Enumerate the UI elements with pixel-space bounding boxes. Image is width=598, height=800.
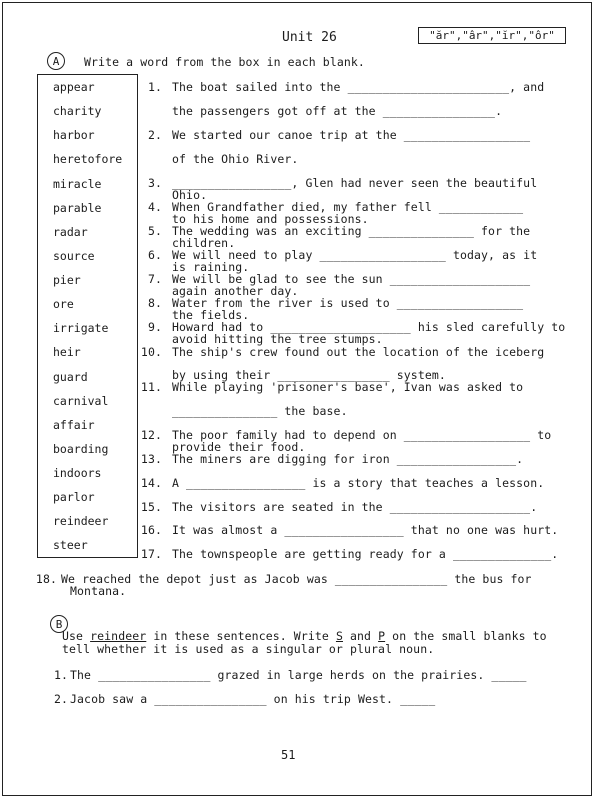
sentence-line: While playing 'prisoner's base', Ivan was asked to — [172, 380, 524, 394]
sentence-number: 9. — [147, 320, 162, 334]
section-a-instruction: Write a word from the box in each blank. — [84, 55, 365, 69]
instr-post: on the small blanks to — [385, 629, 547, 643]
sentence-number: 13. — [140, 452, 162, 466]
sentence-line: by using their ________________ system. — [172, 368, 446, 382]
sentence-line: children. — [172, 236, 236, 250]
sentence-number: 11. — [140, 380, 162, 394]
word-box-item: carnival — [53, 394, 109, 408]
sentence-line: The townspeople are getting ready for a ______________. — [172, 547, 559, 561]
instr-pre: Use — [62, 629, 91, 643]
sentence-number: 10. — [140, 345, 162, 359]
sentence-number: 18. — [35, 572, 57, 586]
sentence-number: 14. — [140, 476, 162, 490]
word-box-item: miracle — [53, 177, 102, 191]
sentence-line: We will need to play __________________ today, as it — [172, 248, 538, 262]
sentence-number: 6. — [147, 248, 162, 262]
sentence-number: 4. — [147, 200, 162, 214]
sentence-number: 2. — [147, 128, 162, 142]
unit-title: Unit 26 — [282, 30, 337, 45]
b-item-number: 1. — [53, 668, 68, 682]
sentence-line: _________________, Glen had never seen the beautiful — [172, 176, 538, 190]
word-box-item: appear — [53, 80, 95, 94]
section-a-marker: A — [47, 52, 65, 70]
word-box-item: heir — [53, 345, 81, 359]
section-b-marker: B — [50, 615, 68, 633]
word-box-item: parable — [53, 201, 102, 215]
b-item-text: The ________________ grazed in large herds on the prairies. _____ — [70, 668, 527, 682]
sentence-line: We will be glad to see the sun ____________________ — [172, 272, 531, 286]
word-box-item: source — [53, 249, 95, 263]
sentence-line: to his home and possessions. — [172, 212, 369, 226]
sentence-line: It was almost a _________________ that no one was hurt. — [172, 523, 559, 537]
sentence-line: We reached the depot just as Jacob was ________________ the bus for — [61, 572, 532, 586]
sentence-number: 17. — [140, 547, 162, 561]
section-b-instruction-line1 — [62, 629, 547, 643]
sentence-line: Montana. — [70, 584, 127, 598]
sentence-number: 8. — [147, 296, 162, 310]
page-number: 51 — [281, 748, 296, 762]
sentence-line: _______________ the base. — [172, 404, 348, 418]
word-box-item: irrigate — [53, 321, 109, 335]
sentence-number: 5. — [147, 224, 162, 238]
word-box-item: pier — [53, 273, 81, 287]
instr-mid: in these sentences. Write — [146, 629, 336, 643]
word-box-item: indoors — [53, 466, 102, 480]
sentence-line: avoid hitting the tree stumps. — [172, 332, 383, 346]
instr-s: S — [335, 629, 343, 643]
sentence-line: A _________________ is a story that teaches a lesson. — [172, 476, 545, 490]
word-box — [37, 74, 138, 558]
sentence-line: Ohio. — [172, 188, 208, 202]
word-box-item: parlor — [53, 490, 95, 504]
sentence-number: 3. — [147, 176, 162, 190]
instr-p: P — [378, 629, 386, 643]
word-box-item: charity — [53, 104, 102, 118]
word-box-item: boarding — [53, 442, 109, 456]
sentence-line: When Grandfather died, my father fell ____________ — [172, 200, 524, 214]
word-box-item: heretofore — [53, 152, 123, 166]
sentence-line: is raining. — [172, 260, 250, 274]
instr-and: and — [342, 629, 379, 643]
sentence-line: provide their food. — [172, 440, 306, 454]
b-item-text: Jacob saw a ________________ on his trip West. _____ — [70, 692, 436, 706]
section-b-instruction-line2: tell whether it is used as a singular or plural noun. — [62, 642, 435, 656]
sentence-line: The poor family had to depend on __________________ to — [172, 428, 552, 442]
sentence-line: again another day. — [172, 284, 299, 298]
sentence-line: Water from the river is used to __________________ — [172, 296, 524, 310]
word-box-item: steer — [53, 538, 88, 552]
sentence-line: We started our canoe trip at the __________________ — [172, 128, 531, 142]
sentence-number: 15. — [140, 500, 162, 514]
sentence-number: 1. — [147, 80, 162, 94]
sentence-line: The boat sailed into the _______________________, and — [172, 80, 545, 94]
sentence-line: The visitors are seated in the ____________________. — [172, 500, 538, 514]
sentence-number: 16. — [140, 523, 162, 537]
sentence-line: Howard had to ____________________ his sled carefully to — [172, 320, 566, 334]
word-box-item: guard — [53, 370, 88, 384]
word-box-item: harbor — [53, 128, 95, 142]
sentence-line: the fields. — [172, 308, 250, 322]
instr-word: reindeer — [90, 629, 147, 643]
word-box-item: radar — [53, 225, 88, 239]
sentence-number: 7. — [147, 272, 162, 286]
sentence-line: The ship's crew found out the location of the iceberg — [172, 345, 545, 359]
sentence-line: The wedding was an exciting _______________ for the — [172, 224, 531, 238]
sentence-line: The miners are digging for iron _________________. — [172, 452, 524, 466]
sentence-number: 12. — [140, 428, 162, 442]
sounds-box: "ăr","âr","ĭr","ôr" — [418, 27, 566, 44]
word-box-item: reindeer — [53, 514, 109, 528]
word-box-item: ore — [53, 297, 74, 311]
sentence-line: the passengers got off at the ________________. — [172, 104, 503, 118]
sentence-line: of the Ohio River. — [172, 152, 299, 166]
word-box-item: affair — [53, 418, 95, 432]
b-item-number: 2. — [53, 692, 68, 706]
